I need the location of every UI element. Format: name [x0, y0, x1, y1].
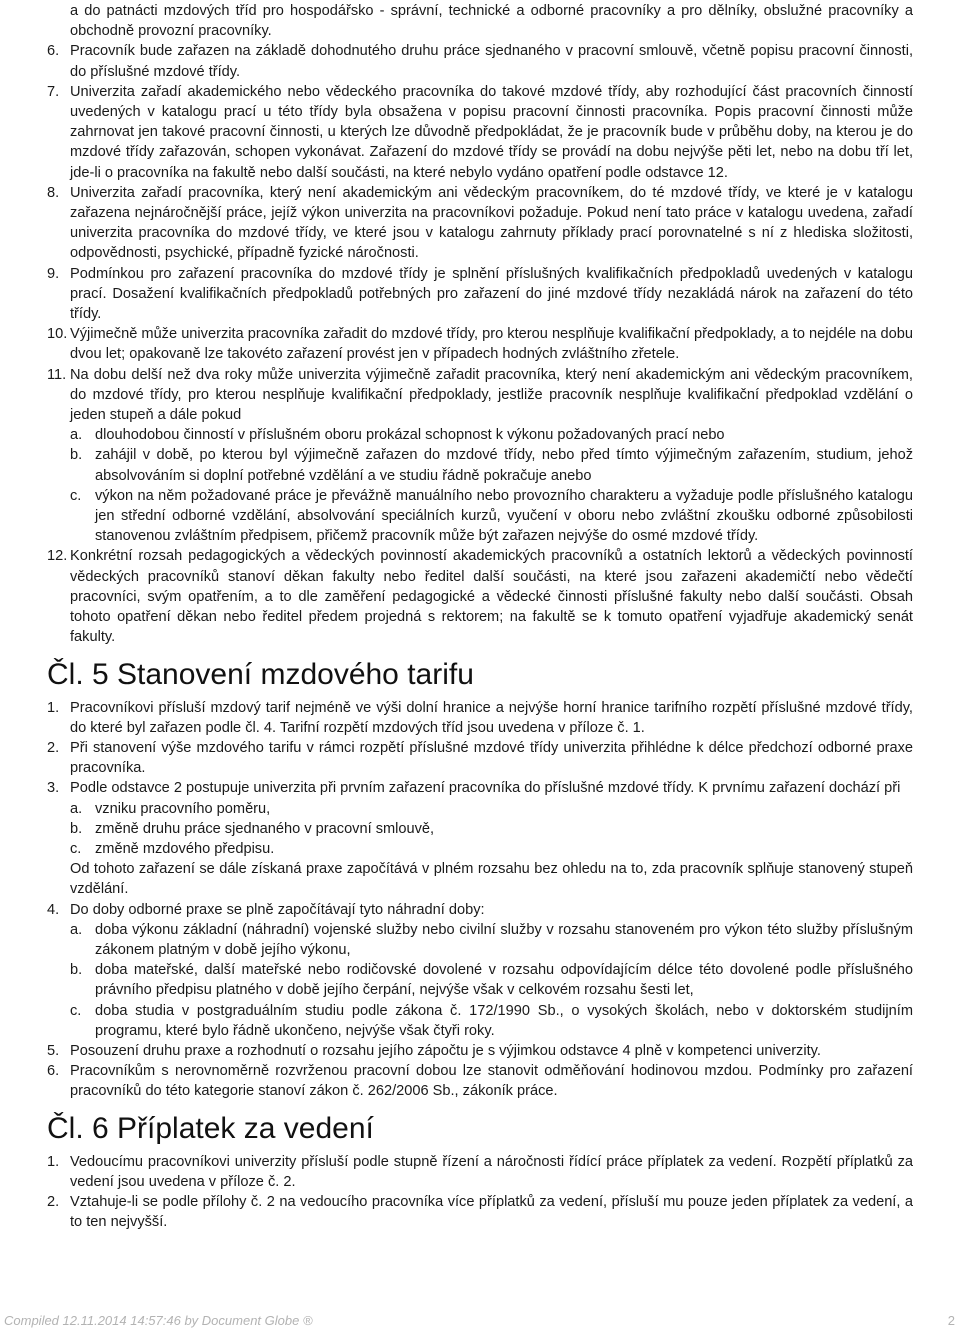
sub-item-letter: c. — [70, 840, 82, 857]
item-text: Univerzita zařadí akademického nebo vědeckého pracovníka do takové mzdové třídy, aby rozhodující část pracovních činností uvedených v katalogu prací u této třídy byla obsažena v popisu pracovní činnosti pracovníka. Popis pracovní činnosti může zahrnovat jen takové pracovní činnosti, u kterých lze důvodně předpokládat, že je pracovník bude v průběhu doby, na kterou je do mzdové třídy zařazován, schopen vykonávat. Zařazení do mzdové třídy se provádí na dobu nejvýše pěti let, nebo na dobu tří let, jde-li o pracovníka na fakultě nebo další součásti, na které nebylo vydáno opatření podle odstavce 12. — [70, 83, 913, 181]
s5-item-4 — [47, 900, 913, 920]
s5-item-5 — [47, 1041, 913, 1061]
s5-item-2 — [47, 738, 913, 778]
sub-item-letter: c. — [70, 1002, 82, 1019]
intro-paragraph: a do patnácti mzdových tříd pro hospodářsko - správní, technické a odborné pracovníky a pro dělníky, obslužné pracovníky a obchodně provozní pracovníky. — [70, 3, 913, 40]
sub-item-text: doba mateřské, další mateřské nebo rodičovské dovolené v rozsahu odpovídajícím délce této dovolené podle příslušného právního předpisu platného v době jejího čerpání, nejvýše však v celkovém rozsahu šesti let, — [95, 962, 913, 999]
item-text: Pracovník bude zařazen na základě dohodnutého druhu práce sjednaného v pracovní smlouvě, včetně popisu pracovní činnosti, do příslušné mzdové třídy. — [70, 43, 913, 80]
item-text: Podle odstavce 2 postupuje univerzita při prvním zařazení pracovníka do příslušné mzdové třídy. K prvnímu zařazení dochází při — [70, 780, 901, 797]
sub-item-letter: b. — [70, 962, 83, 979]
sub-item-letter: b. — [70, 820, 83, 837]
sub-item-text: dlouhodobou činností v příslušném oboru prokázal schopnost k výkonu požadovaných prací nebo — [95, 427, 725, 444]
sub-item-text: výkon na něm požadované práce je převážně manuálního nebo provozního charakteru a vyžaduje podle příslušného katalogu jen střední odborné vzdělání, absolvování speciálních kurzů, vyučení v oboru nebo zvláštní zkoušku odborné způsobilosti stanovenou zvláštním předpisem, přičemž pracovník může být zařazen nejvýše do osmé mzdové třídy. — [95, 487, 913, 545]
item-number: 10. — [47, 326, 68, 343]
item-number: 9. — [47, 265, 60, 282]
s5-sub-item-a — [47, 799, 913, 819]
item-number: 4. — [47, 901, 60, 918]
item-number: 3. — [47, 780, 60, 797]
section-heading-6: Čl. 6 Příplatek za vedení — [47, 1111, 374, 1145]
item-text: Vztahuje-li se podle přílohy č. 2 na vedoucího pracovníka více příplatků za vedení, přísluší mu pouze jeden příplatek za vedení, a to ten nejvyšší. — [70, 1193, 913, 1231]
sub-item-text: změně mzdového předpisu. — [95, 840, 275, 857]
compiled-footer: Compiled 12.11.2014 14:57:46 by Document Globe ® — [4, 1313, 313, 1328]
sub-item-letter: c. — [70, 487, 82, 504]
item-text: Posouzení druhu praxe a rozhodnutí o rozsahu jejího zápočtu je s výjimkou odstavce 4 plně v kompetenci univerzity. — [70, 1042, 821, 1059]
sub-item-c — [47, 486, 913, 547]
s5-item-1 — [47, 698, 913, 738]
document-body — [47, 1, 913, 1232]
list-item-7 — [47, 82, 913, 183]
item-number: 11. — [47, 366, 67, 383]
page-number: 2 — [947, 1313, 955, 1328]
s6-item-2 — [47, 1192, 913, 1232]
sub-item-a — [47, 425, 913, 445]
list-item-10 — [47, 324, 913, 364]
item-number: 7. — [47, 83, 60, 100]
item-text: Výjimečně může univerzita pracovníka zařadit do mzdové třídy, pro kterou nesplňuje kvalifikační předpoklady, a to nejdéle na dobu dvou let; opakovaně lze takovéto zařazení provést jen v případech hodných zvláštního zřetele. — [70, 326, 913, 363]
s5-sub-item-c — [47, 839, 913, 859]
sub-item-b — [47, 445, 913, 485]
s5-item-3-continuation: Od tohoto zařazení se dále získaná praxe započítává v plném rozsahu bez ohledu na to, zda pracovník splňuje stanovený stupeň vzdělání. — [70, 861, 913, 898]
item-text: Konkrétní rozsah pedagogických a vědeckých povinností akademických pracovníků a ostatních lektorů a vědeckých povinností vědeckých pracovníků stanoví děkan fakulty nebo ředitel další součásti, na které jsou zařazeni akademičtí nebo vědečtí pracovníci, svým opatřením, a to dle zaměření pedagogické a vědecké činnosti příslušné fakulty nebo další součásti. Obsah tohoto opatření děkan nebo ředitel předem projedná s rektorem; na fakultě se k tomuto opatření vyjadřuje akademický senát fakulty. — [70, 548, 913, 646]
s6-item-1 — [47, 1152, 913, 1192]
item-number: 5. — [47, 1042, 60, 1059]
item-text: Do doby odborné praxe se plně započítávají tyto náhradní doby: — [70, 901, 485, 918]
list-item-6 — [47, 41, 913, 81]
item-text: Podmínkou pro zařazení pracovníka do mzdové třídy je splnění příslušných kvalifikačních předpokladů uvedených v katalogu prací. Dosažení kvalifikačních předpokladů potřebných pro zařazení do jiné mzdové třídy nezakládá nárok na zařazení do této třídy. — [70, 265, 913, 323]
item-number: 8. — [47, 184, 60, 201]
sub-item-text: změně druhu práce sjednaného v pracovní smlouvě, — [95, 820, 435, 837]
s5-sub-item-b — [47, 819, 913, 839]
item-text: Univerzita zařadí pracovníka, který není akademickým ani vědeckým pracovníkem, do té mzdové třídy, ve které je v katalogu zařazena nejnáročnější práce, jejíž výkon univerzita na pracovníkovi požaduje. Pokud není tato práce v katalogu uvedena, zařadí univerzita pracovníka do mzdové třídy, ve které jsou v katalogu zahrnuty příklady prací porovnatelné s ní z hlediska složitosti, odpovědnosti, psychické, případně fyzické náročnosti. — [70, 184, 913, 262]
item-text: Při stanovení výše mzdového tarifu v rámci rozpětí příslušné mzdové třídy univerzita přihlédne k délce předchozí odborné praxe pracovníka. — [70, 739, 913, 777]
list-item-8 — [47, 183, 913, 264]
s5-4-sub-item-c — [47, 1001, 913, 1041]
item-number: 6. — [47, 1063, 60, 1080]
sub-item-letter: a. — [70, 800, 83, 817]
list-item-9 — [47, 264, 913, 325]
item-number: 12. — [47, 548, 68, 565]
item-text: Na dobu delší než dva roky může univerzita výjimečně zařadit pracovníka, který není akademickým ani vědeckým pracovníkem, do mzdové třídy, pro kterou nesplňuje kvalifikační předpoklady, jestliže pracovník nesplňuje kvalifikační předpoklad vzdělání o jeden stupeň a dále pokud — [70, 366, 913, 424]
list-item-11 — [47, 365, 913, 426]
item-number: 6. — [47, 43, 60, 60]
section-heading-5: Čl. 5 Stanovení mzdového tarifu — [47, 657, 474, 691]
sub-item-text: zahájil v době, po kterou byl výjimečně zařazen do mzdové třídy, nebo před tímto výjimečným zařazením, studium, jehož absolvováním si doplní potřebné vzdělání a ve studiu řádně pokračuje anebo — [95, 447, 913, 484]
s5-4-sub-item-b — [47, 960, 913, 1000]
sub-item-letter: b. — [70, 447, 83, 464]
s5-4-sub-item-a — [47, 920, 913, 960]
sub-item-text: doba výkonu základní (náhradní) vojenské služby nebo civilní služby v rozsahu stanoveném pro výkon této služby příslušným zákonem platným v době jejího výkonu, — [95, 921, 913, 958]
sub-item-text: doba studia v postgraduálním studiu podle zákona č. 172/1990 Sb., o vysokých školách, nebo v doktorském studijním programu, které bylo řádně ukončeno, nejvýše však čtyři roky. — [95, 1002, 913, 1039]
s5-item-3 — [47, 778, 913, 798]
item-number: 1. — [47, 1153, 60, 1170]
item-text: Pracovníkovi přísluší mzdový tarif nejméně ve výši dolní hranice a nejvýše horní hranice tarifního rozpětí příslušné mzdové třídy, do které byl zařazen podle čl. 4. Tarifní rozpětí mzdových tříd jsou uvedena v příloze č. 1. — [70, 699, 913, 736]
item-number: 2. — [47, 1193, 60, 1210]
item-text: Pracovníkům s nerovnoměrně rozvrženou pracovní dobou lze stanovit odměňování hodinovou mzdou. Podmínky pro zařazení pracovníků do této kategorie stanoví zákon č. 262/2006 Sb., zákoník práce. — [70, 1063, 913, 1100]
item-number: 1. — [47, 699, 60, 716]
sub-item-letter: a. — [70, 427, 83, 444]
list-item-12 — [47, 546, 913, 647]
sub-item-text: vzniku pracovního poměru, — [95, 800, 271, 817]
item-number: 2. — [47, 739, 60, 756]
item-text: Vedoucímu pracovníkovi univerzity přísluší podle stupně řízení a náročnosti řídící práce příplatek za vedení. Rozpětí příplatků za vedení jsou uvedena v příloze č. 2. — [70, 1153, 913, 1190]
s5-item-6 — [47, 1061, 913, 1101]
sub-item-letter: a. — [70, 921, 83, 938]
